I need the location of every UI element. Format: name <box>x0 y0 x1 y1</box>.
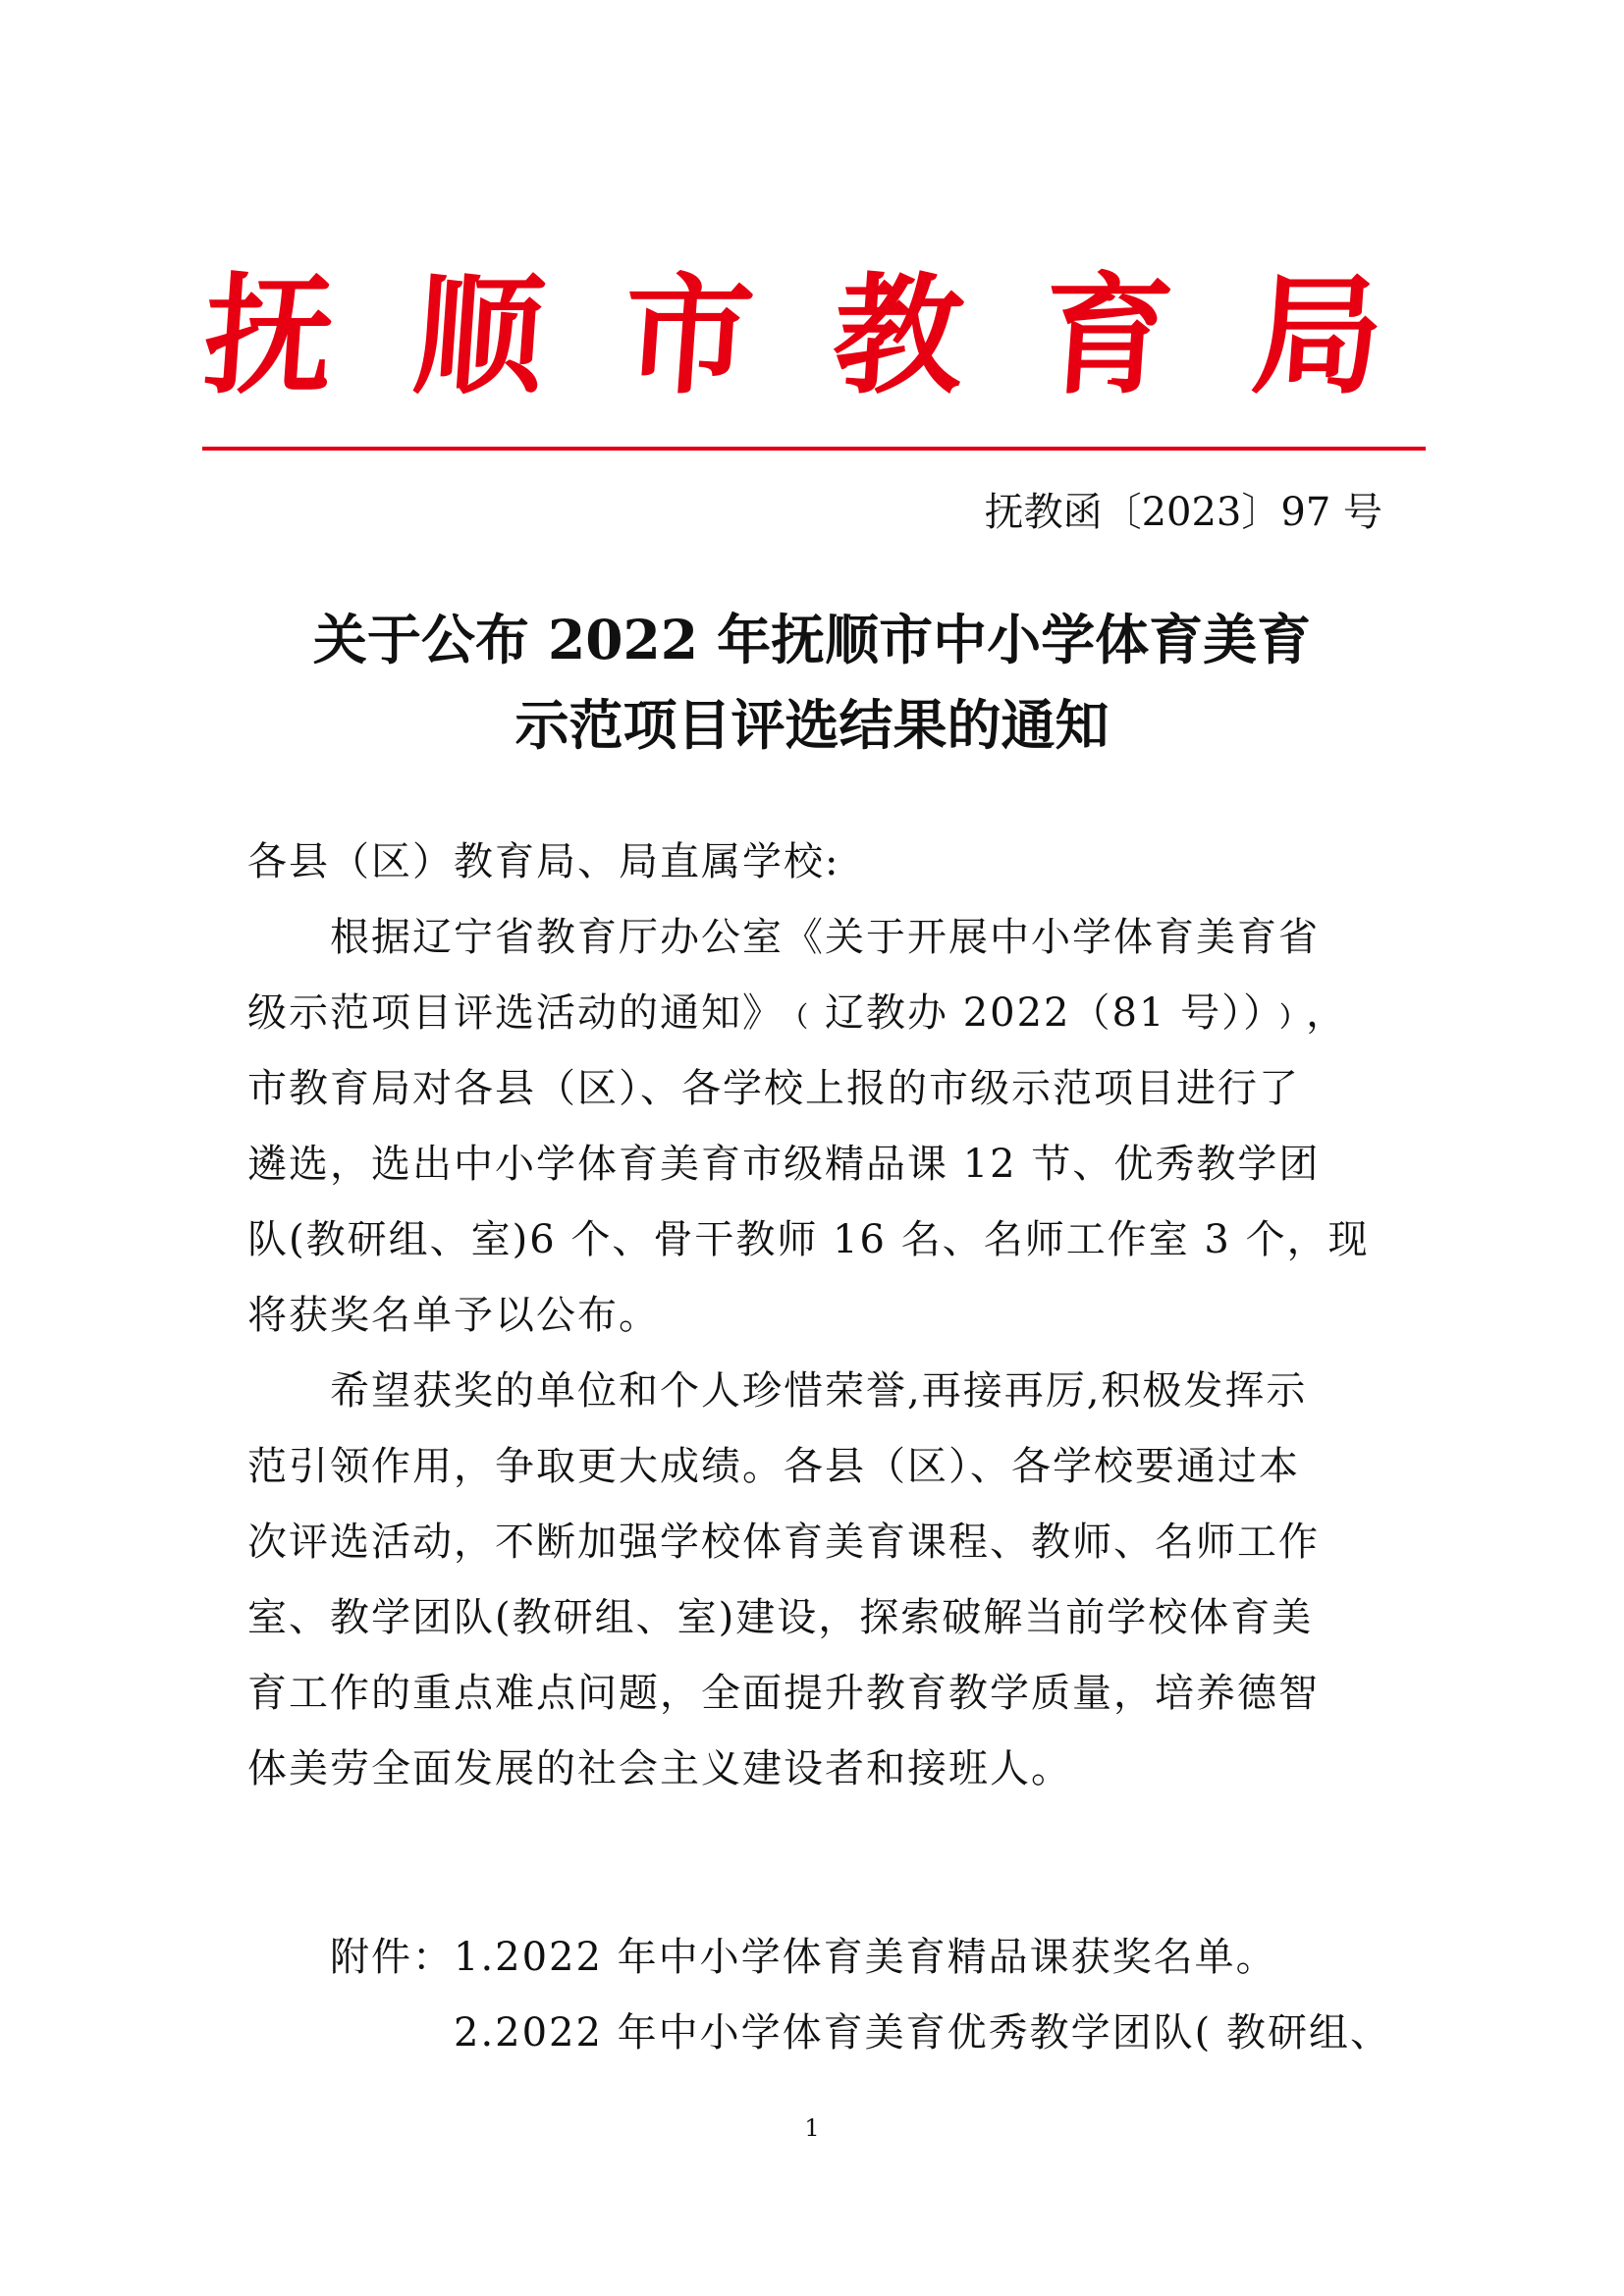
paragraph-1-line: 将获奖名单予以公布。 <box>247 1293 660 1338</box>
paragraph-2-line: 室、教学团队(教研组、室)建设，探索破解当前学校体育美 <box>247 1595 1314 1640</box>
salutation: 各县（区）教育局、局直属学校: <box>247 839 840 884</box>
masthead-red-rule <box>202 447 1426 451</box>
paragraph-2-line: 体美劳全面发展的社会主义建设者和接班人。 <box>247 1746 1072 1791</box>
attachment-line: 附件：1.2022 年中小学体育美育精品课获奖名单。 <box>247 1935 1277 1980</box>
attachment-line: 2.2022 年中小学体育美育优秀教学团队( 教研组、 <box>247 2010 1391 2056</box>
masthead-char: 抚 <box>198 261 340 412</box>
page-number: 1 <box>804 2114 820 2142</box>
document-title-line-1: 关于公布 2022 年抚顺市中小学体育美育 <box>312 608 1312 671</box>
masthead <box>198 261 1388 412</box>
paragraph-1-line: 级示范项目评选活动的通知》﹙辽教办 2022（81 号））﹚， <box>247 990 1348 1036</box>
paragraph-1-line: 根据辽宁省教育厅办公室《关于开展中小学体育美育省 <box>247 915 1320 960</box>
paragraph-2-line: 范引领作用，争取更大成绩。各县（区）、各学校要通过本 <box>247 1444 1300 1489</box>
paragraph-2-line: 希望获奖的单位和个人珍惜荣誉,再接再厉,积极发挥示 <box>247 1368 1308 1414</box>
masthead-char: 顺 <box>408 261 549 412</box>
masthead-char: 局 <box>1247 261 1388 412</box>
paragraph-2-line: 育工作的重点难点问题，全面提升教育教学质量，培养德智 <box>247 1671 1320 1716</box>
paragraph-1-line: 队(教研组、室)6 个、骨干教师 16 名、名师工作室 3 个，现 <box>247 1217 1370 1262</box>
paragraph-1-line: 市教育局对各县（区）、各学校上报的市级示范项目进行了 <box>247 1066 1300 1111</box>
document-number: 抚教函〔2023〕97 号 <box>984 490 1382 535</box>
paragraph-1-line: 遴选，选出中小学体育美育市级精品课 12 节、优秀教学团 <box>247 1142 1321 1187</box>
document-title-line-2: 示范项目评选结果的通知 <box>514 693 1110 757</box>
masthead-char: 育 <box>1037 261 1178 412</box>
masthead-char: 教 <box>828 261 969 412</box>
masthead-char: 市 <box>618 261 759 412</box>
paragraph-2-line: 次评选活动，不断加强学校体育美育课程、教师、名师工作 <box>247 1520 1320 1565</box>
